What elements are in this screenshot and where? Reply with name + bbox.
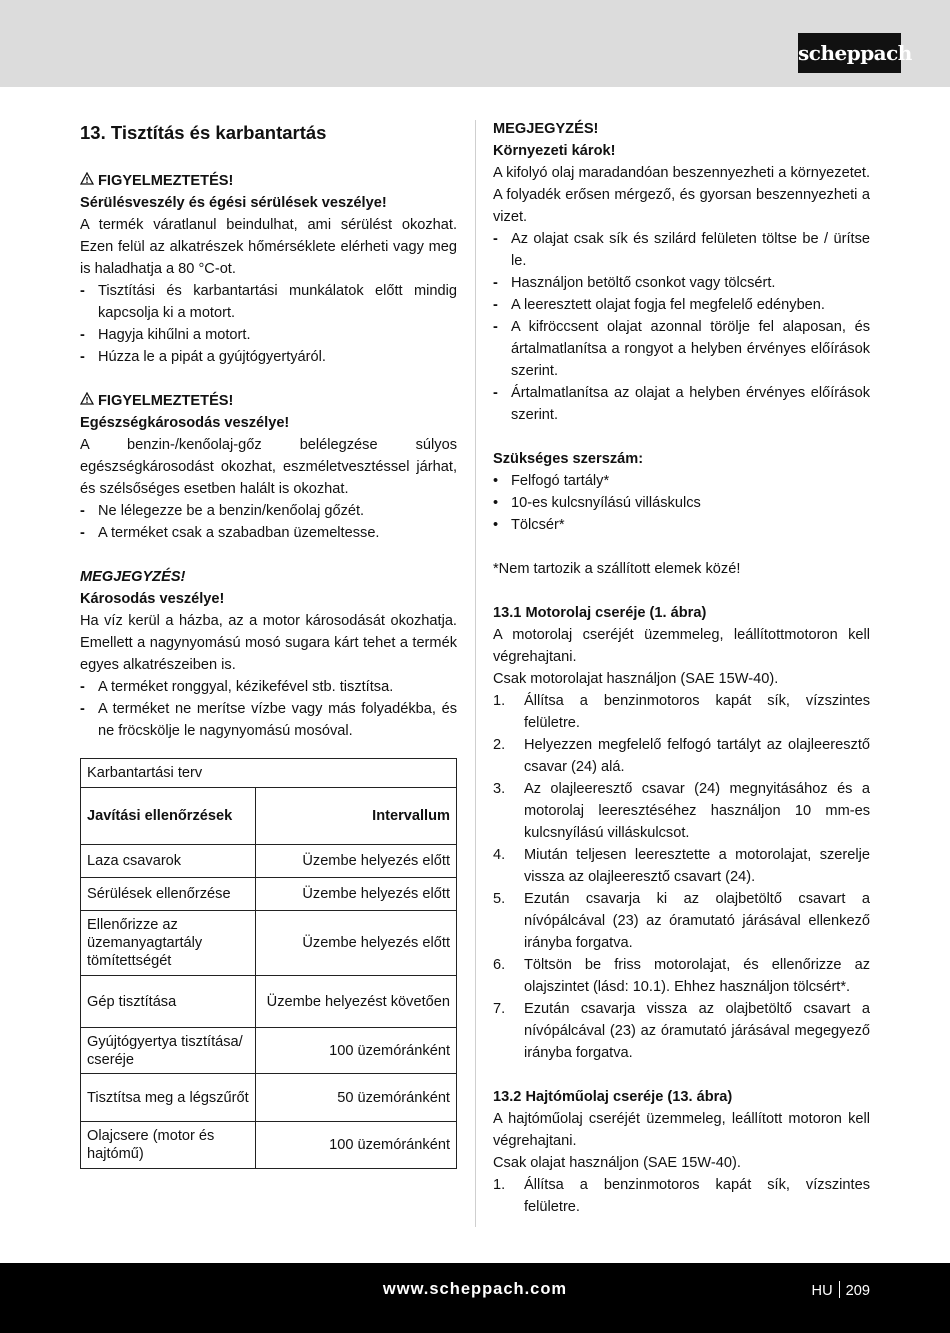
maintenance-table — [80, 758, 457, 1169]
list-item: 5. Ezután csavarja ki az olajbetöltő csavart a nívópálcával (23) az óramutató járásával ellenkező irányba forgatva. — [493, 891, 870, 951]
note-label: MEGJEGYZÉS! — [493, 121, 599, 137]
table-row — [81, 911, 457, 976]
list-item: - A terméket ronggyal, kézikefével stb. tisztítsa. — [80, 676, 457, 698]
warning-text: A termék váratlanul beindulhat, ami sérülést okozhat. Ezen felül az alkatrészek hőmérséklete elérheti vagy meg is haladhatja a 80 °C-ot. — [80, 217, 457, 277]
table-cell: Gyújtógyertya tisztítása/ cseréje — [81, 1028, 256, 1074]
list-item: • Tölcsér* — [493, 514, 870, 536]
warning-label: FIGYELMEZTETÉS! — [98, 393, 234, 409]
table-cell: Olajcsere (motor és hajtómű) — [81, 1122, 256, 1169]
section-13-1 — [493, 602, 870, 1064]
page-number: 209 — [845, 1283, 870, 1299]
list-item: - Az olajat csak sík és szilárd felületen töltse be / ürítse le. — [493, 228, 870, 272]
tools-block — [493, 448, 870, 580]
list-item: - A leeresztett olajat fogja fel megfelelő edényben. — [493, 294, 870, 316]
note-text: Ha víz kerül a házba, az a motor károsodását okozhatja. Emellett a nagynyomású mosó sugara kárt tehet a termék egyes alkatrészeiben is. — [80, 613, 457, 673]
note-block-damage — [80, 566, 457, 742]
warning-triangle-icon — [80, 390, 94, 412]
footnote: *Nem tartozik a szállított elemek közé! — [493, 561, 741, 577]
table-cell: Üzembe helyezés előtt — [256, 878, 457, 911]
page-header — [0, 0, 950, 87]
table-cell: 50 üzemóránként — [256, 1074, 457, 1122]
table-header-interval: Intervallum — [256, 788, 457, 845]
note-heading: Környezeti károk! — [493, 143, 616, 159]
tools-heading: Szükséges szerszám: — [493, 451, 644, 467]
table-cell: Üzembe helyezés előtt — [256, 845, 457, 878]
subsection-heading: 13.2 Hajtóműolaj cseréje (13. ábra) — [493, 1089, 733, 1105]
right-column — [493, 118, 870, 1218]
section-title: 13. Tisztítás és karbantartás — [80, 122, 327, 143]
table-cell: Gép tisztítása — [81, 976, 256, 1028]
column-divider — [475, 120, 476, 1227]
table-cell: Sérülések ellenőrzése — [81, 878, 256, 911]
table-cell: 100 üzemóránként — [256, 1028, 457, 1074]
table-title: Karbantartási terv — [81, 759, 457, 788]
list-item: 2. Helyezzen megfelelő felfogó tartályt az olajleeresztő csavar (24) alá. — [493, 737, 870, 775]
list-item: - Húzza le a pipát a gyújtógyertyáról. — [80, 346, 457, 368]
paragraph: Csak motorolajat használjon (SAE 15W-40). — [493, 671, 779, 687]
left-column — [80, 118, 457, 742]
warning-block-health — [80, 390, 457, 544]
table-row — [81, 1028, 457, 1074]
warning-heading: Egészségkárosodás veszélye! — [80, 415, 290, 431]
warning-label: FIGYELMEZTETÉS! — [98, 173, 234, 189]
list-item: - A terméket ne merítse vízbe vagy más folyadékba, és ne fröcskölje le nagynyomású mosóval. — [80, 698, 457, 742]
warning-triangle-icon — [80, 170, 94, 192]
table-cell: Tisztítsa meg a légszűrőt — [81, 1074, 256, 1122]
list-item: 3. Az olajleeresztő csavar (24) megnyitásához és a motorolaj leeresztéséhez használjon 10 mm-es kulcsnyílású villáskulcsot. — [493, 781, 870, 841]
list-item: 4. Miután teljesen leeresztette a motorolajat, szerelje vissza az olajleeresztő csavart (24). — [493, 847, 870, 885]
note-heading: Károsodás veszélye! — [80, 591, 225, 607]
list-item: - A terméket csak a szabadban üzemeltesse. — [80, 522, 457, 544]
table-cell: 100 üzemóránként — [256, 1122, 457, 1169]
table-cell: Laza csavarok — [81, 845, 256, 878]
table-row — [81, 845, 457, 878]
table-row — [81, 1122, 457, 1169]
language-code: HU — [811, 1283, 833, 1299]
table-cell: Üzembe helyezést követően — [256, 976, 457, 1028]
note-label: MEGJEGYZÉS! — [80, 569, 186, 585]
table-row — [81, 1074, 457, 1122]
paragraph: A hajtóműolaj cseréjét üzemmeleg, leállított motoron kell végrehajtani. — [493, 1111, 870, 1149]
scheppach-logo: scheppach — [798, 33, 901, 73]
list-item: - Használjon betöltő csonkot vagy tölcsért. — [493, 272, 870, 294]
list-item: - Tisztítási és karbantartási munkálatok előtt mindig kapcsolja ki a motort. — [80, 280, 457, 324]
list-item: - Hagyja kihűlni a motort. — [80, 324, 457, 346]
table-cell: Üzembe helyezés előtt — [256, 911, 457, 976]
list-item: 1. Állítsa a benzinmotoros kapát sík, vízszintes felületre. — [493, 693, 870, 731]
list-item: • 10-es kulcsnyílású villáskulcs — [493, 492, 870, 514]
list-item: 7. Ezután csavarja vissza az olajbetöltő csavart a nívópálcával (23) az óramutató járásával megegyező irányba forgatva. — [493, 1001, 870, 1061]
page-indicator — [812, 1281, 870, 1299]
table-row — [81, 878, 457, 911]
note-block-environment — [493, 118, 870, 426]
table-cell: Ellenőrizze az üzemanyagtartály tömítettségét — [81, 911, 256, 976]
warning-block-injury — [80, 170, 457, 368]
list-item: 1. Állítsa a benzinmotoros kapát sík, vízszintes felületre. — [493, 1177, 870, 1215]
list-item: - Ne lélegezze be a benzin/kenőolaj gőzét. — [80, 500, 457, 522]
warning-text: A benzin-/kenőolaj-gőz belélegzése súlyos egészségkárosodást okozhat, eszméletvesztéssel járhat, és szélsőséges esetben halált is okozhat. — [80, 437, 457, 497]
paragraph: A motorolaj cseréjét üzemmeleg, leállítottmotoron kell végrehajtani. — [493, 627, 870, 665]
list-item: - Ártalmatlanítsa az olajat a helyben érvényes előírások szerint. — [493, 382, 870, 426]
table-row — [81, 976, 457, 1028]
paragraph: Csak olajat használjon (SAE 15W-40). — [493, 1155, 741, 1171]
table-header-task: Javítási ellenőrzések — [81, 788, 256, 845]
page-footer — [0, 1263, 950, 1333]
subsection-heading: 13.1 Motorolaj cseréje (1. ábra) — [493, 605, 707, 621]
note-text: A kifolyó olaj maradandóan beszennyezheti a környezetet. A folyadék erősen mérgező, és gyorsan beszennyezheti a vizet. — [493, 165, 870, 225]
list-item: - A kifröccsent olajat azonnal törölje fel alaposan, és ártalmatlanítsa a rongyot a helyben érvényes előírások szerint. — [493, 316, 870, 382]
warning-heading: Sérülésveszély és égési sérülések veszélye! — [80, 195, 387, 211]
section-13-2 — [493, 1086, 870, 1218]
list-item: 6. Töltsön be friss motorolajat, és ellenőrizze az olajszintet (lásd: 10.1). Ehhez használjon tölcsért*. — [493, 957, 870, 995]
list-item: • Felfogó tartály* — [493, 470, 870, 492]
website-link[interactable]: www.scheppach.com — [382, 1280, 568, 1298]
